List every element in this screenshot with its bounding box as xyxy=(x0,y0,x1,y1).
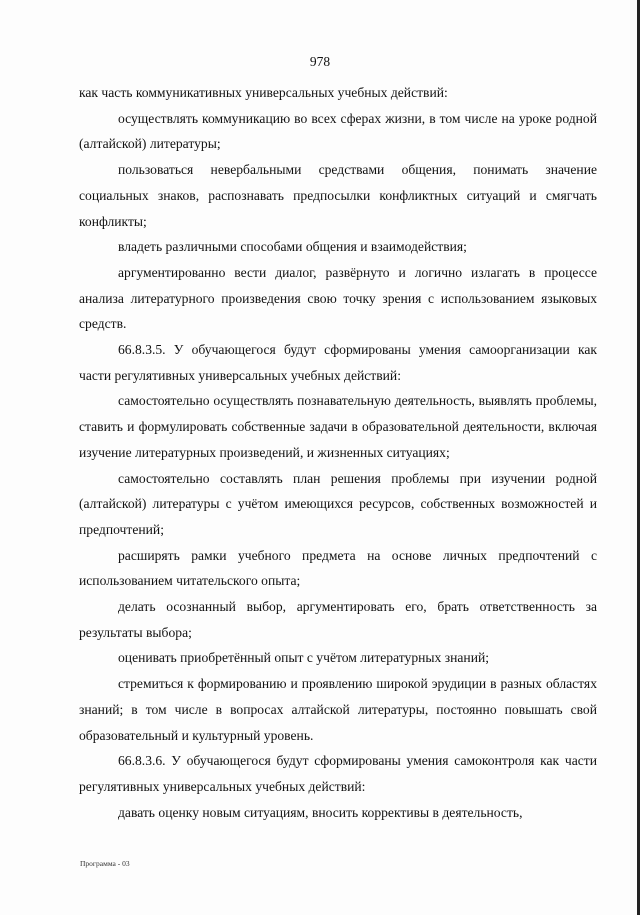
paragraph: давать оценку новым ситуациям, вносить коррективы в деятельность, xyxy=(118,804,523,820)
paragraph: расширять рамки учебного предмета на основе личных предпочтений с использованием читательского опыта; xyxy=(79,547,597,589)
paragraph: осуществлять коммуникацию во всех сферах жизни, в том числе на уроке родной (алтайской) литературы; xyxy=(79,110,597,152)
paragraph: владеть различными способами общения и взаимодействия; xyxy=(118,239,467,255)
paragraph: оценивать приобретённый опыт с учётом литературных знаний; xyxy=(118,650,490,666)
paragraph: как часть коммуникативных универсальных учебных действий: xyxy=(79,85,448,100)
paragraph: аргументированно вести диалог, развёрнуто и логично излагать в процессе анализа литературного произведения свою точку зрения с использованием языковых средств. xyxy=(79,264,597,332)
page-footer: Программа - 03 xyxy=(80,859,130,868)
paragraph: 66.8.3.5. У обучающегося будут сформированы умения самоорганизации как части регулятивных универсальных учебных действий: xyxy=(79,342,597,383)
page-number: 978 xyxy=(309,54,331,69)
document-body xyxy=(79,80,597,825)
paragraph: самостоятельно осуществлять познавательную деятельность, выявлять проблемы, ставить и формулировать собственные задачи в образовательной деятельности, включая изучение литературных произведений, и жизненных ситуациях; xyxy=(79,393,597,460)
paragraph: 66.8.3.6. У обучающегося будут сформированы умения самоконтроля как части регулятивных универсальных учебных действий: xyxy=(79,753,597,794)
paragraph: стремиться к формированию и проявлению широкой эрудиции в разных областях знаний; в том числе в вопросах алтайской литературы, постоянно повышать свой образовательный и культурный уровень. xyxy=(79,676,597,743)
paragraph: самостоятельно составлять план решения проблемы при изучении родной (алтайской) литературы с учётом имеющихся ресурсов, собственных возможностей и предпочтений; xyxy=(79,470,597,537)
paragraph: делать осознанный выбор, аргументировать его, брать ответственность за результаты выбора; xyxy=(79,599,597,640)
paragraph: пользоваться невербальными средствами общения, понимать значение социальных знаков, распознавать предпосылки конфликтных ситуаций и смягчать конфликты; xyxy=(79,162,597,229)
